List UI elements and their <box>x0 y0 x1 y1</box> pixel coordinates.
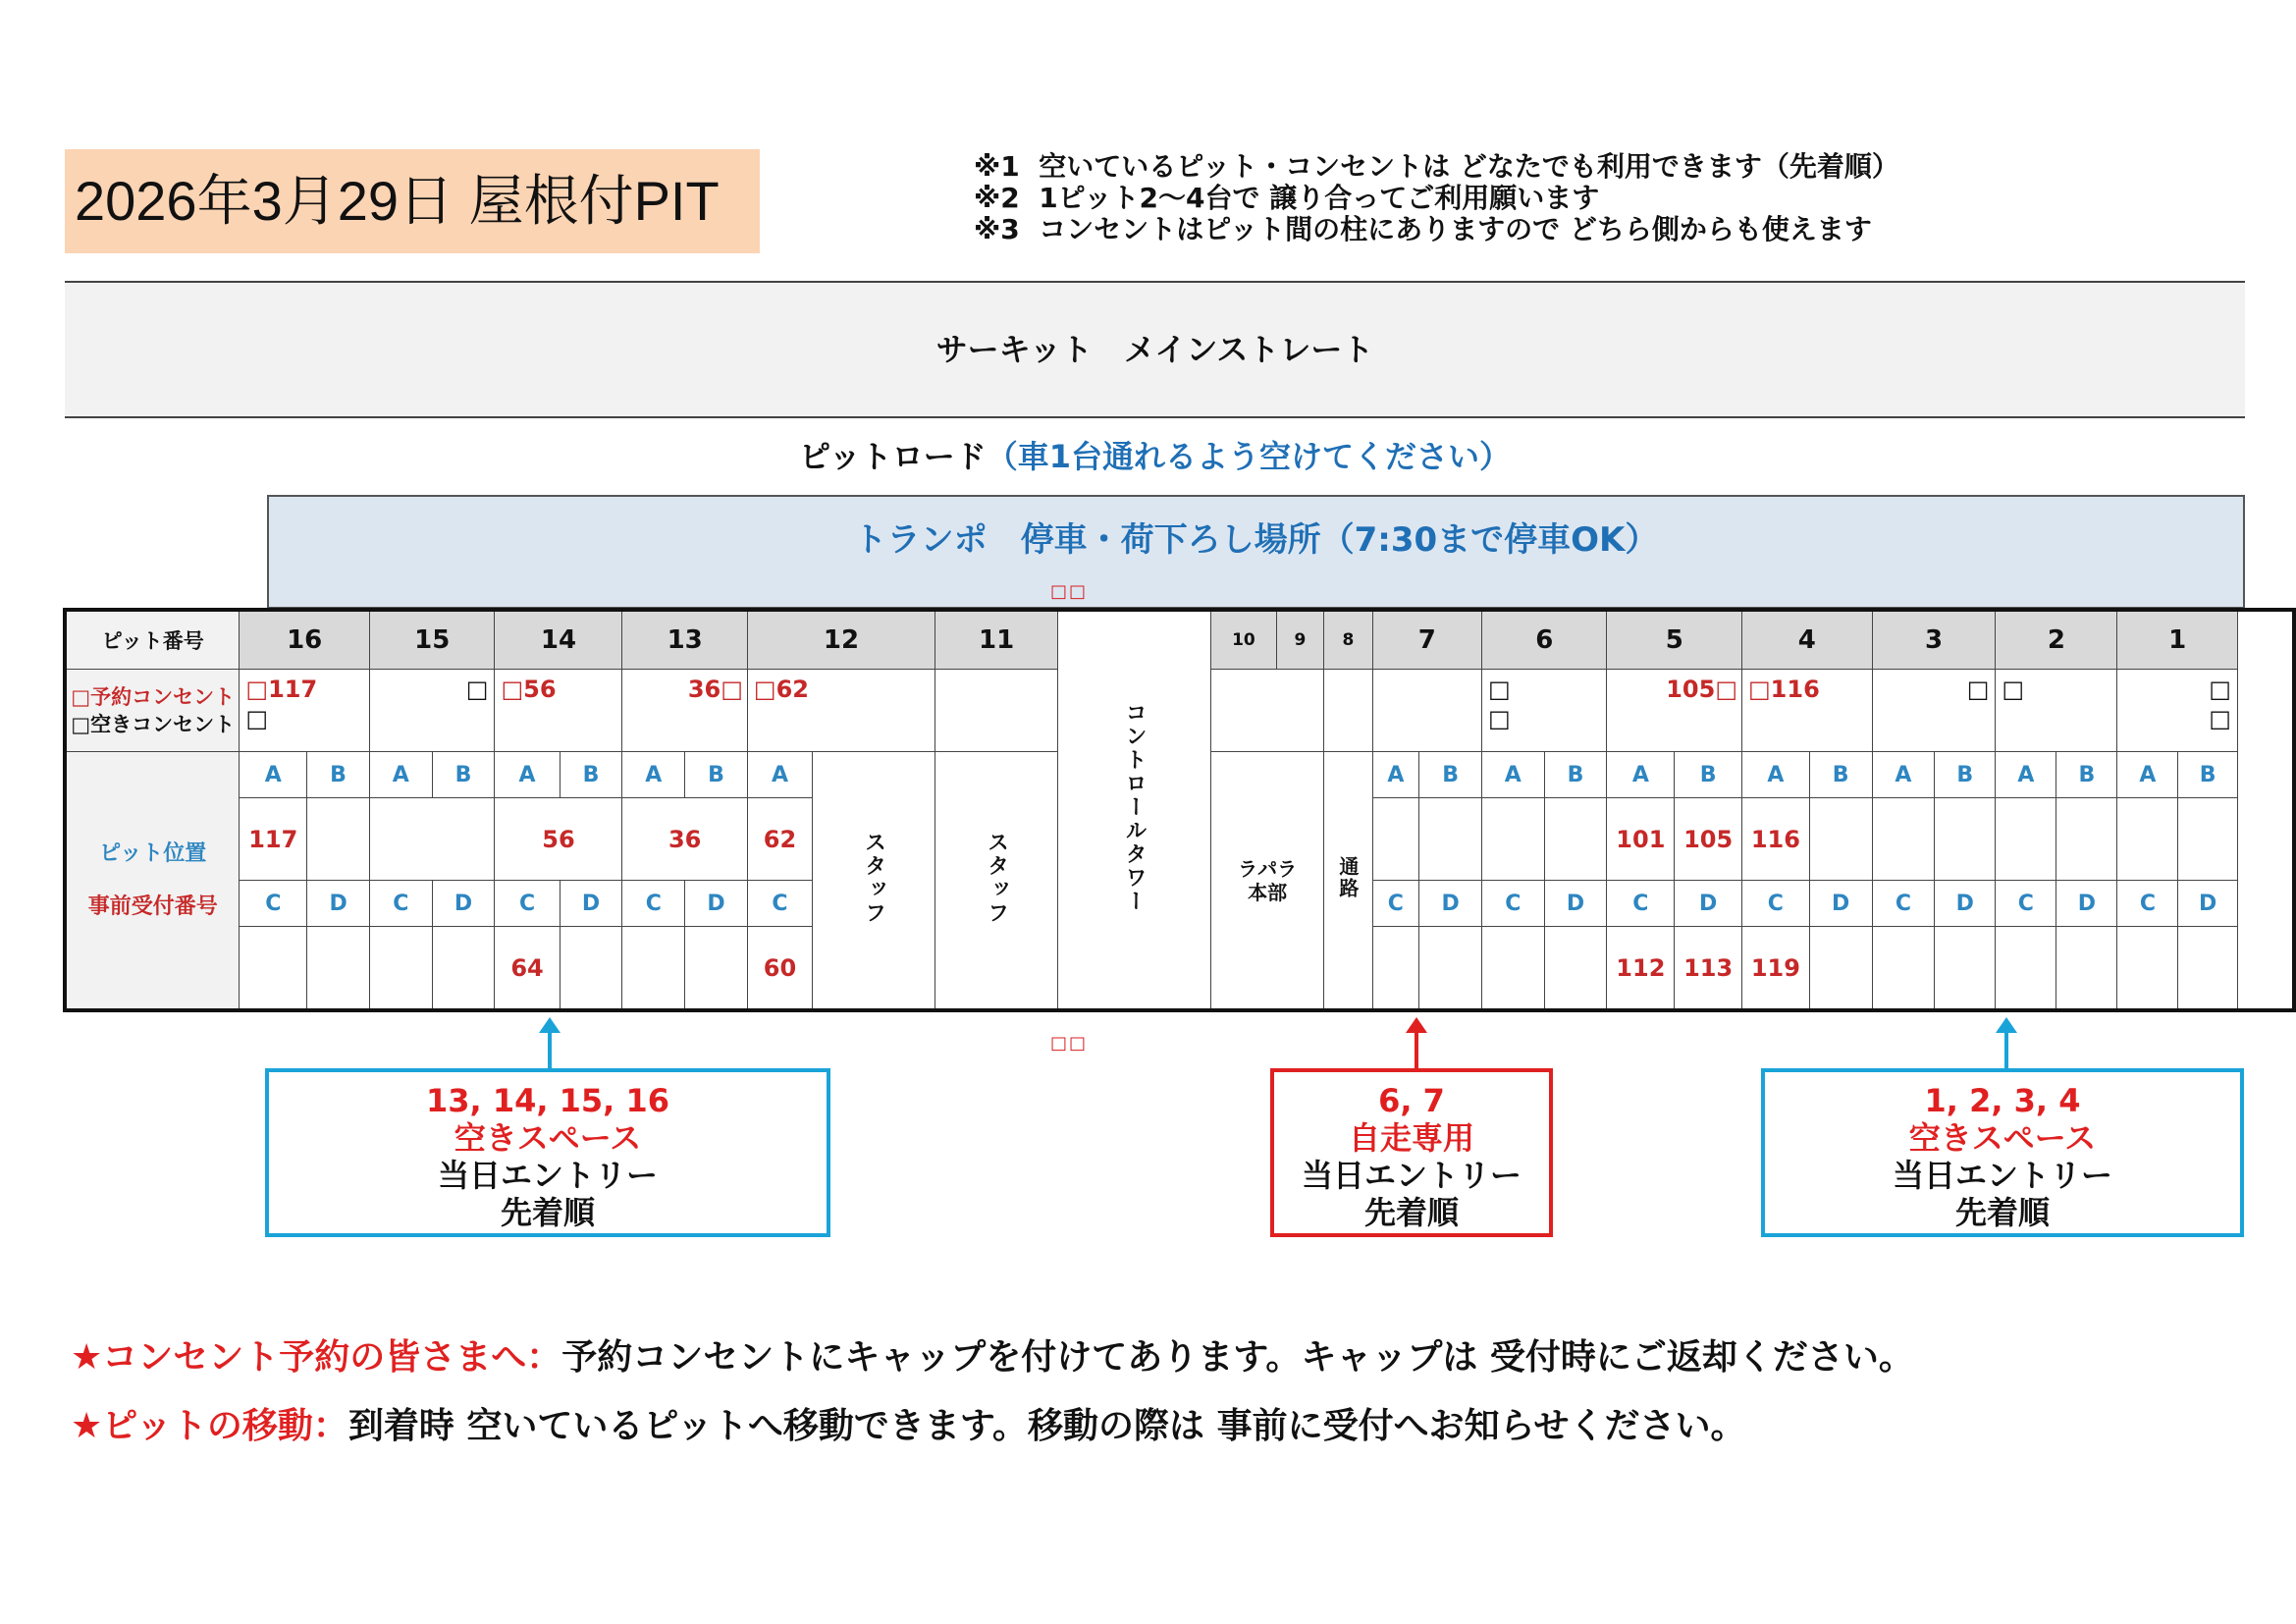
pit-2: 2 <box>1996 610 2117 670</box>
info-box-13-16: 13, 14, 15, 16 空きスペース 当日エントリー 先着順 <box>265 1068 830 1237</box>
page-title: 2026年3月29日 屋根付PIT <box>65 149 760 253</box>
outlets-13: 36□ <box>687 676 743 703</box>
arrow-up-icon <box>548 1021 552 1070</box>
footer-move-note: ★ピットの移動：到着時 空いているピットへ移動できます。移動の際は 事前に受付へお知らせください。 <box>71 1406 1746 1446</box>
pit-8: 8 <box>1324 610 1372 670</box>
outlets-14: □56 <box>501 676 557 703</box>
slot-12A: 62 <box>747 798 812 881</box>
pit-3: 3 <box>1872 610 1996 670</box>
arrow-up-icon <box>2004 1021 2008 1070</box>
pit-4: 4 <box>1742 610 1873 670</box>
outlets-16: □117 □ <box>245 676 318 732</box>
slot-5B: 105 <box>1675 798 1742 881</box>
outlets-11 <box>935 670 1058 752</box>
pit-5: 5 <box>1607 610 1742 670</box>
rapara-hq: ラパラ本部 <box>1211 752 1324 1011</box>
pit-15: 15 <box>369 610 494 670</box>
footer-outlet-note: ★コンセント予約の皆さまへ：予約コンセントにキャップを付けてあります。キャップは 受付時にご返却ください。 <box>71 1337 1914 1378</box>
control-tower: コントロールタワー <box>1058 610 1211 1010</box>
outlets-15: □ <box>465 676 489 703</box>
slot-4A: 116 <box>1742 798 1810 881</box>
staff-12: スタッフ <box>813 752 935 1011</box>
pit-road-main: ピットロード <box>798 438 987 475</box>
info-box-6-7: 6, 7 自走専用 当日エントリー 先着順 <box>1270 1068 1553 1237</box>
outlets-12: □62 <box>753 676 809 703</box>
outlet-marks-bottom: □□ <box>1050 1033 1089 1054</box>
slot-14C: 64 <box>495 927 560 1011</box>
pit-number-label: ピット番号 <box>65 610 240 670</box>
outlets-8 <box>1324 670 1372 752</box>
slot-4C: 119 <box>1742 927 1810 1011</box>
transport-label: トランポ 停車・荷下ろし場所（7:30まで停車OK） <box>853 520 1659 560</box>
note-2: ※2 1ピット2～4台で 譲り合ってご利用願います <box>974 182 1600 214</box>
pit-16: 16 <box>240 610 370 670</box>
position-label-cell <box>65 752 240 1011</box>
reception-label: 事前受付番号 <box>87 893 218 919</box>
pit-1: 1 <box>2117 610 2237 670</box>
position-label: ピット位置 <box>99 840 207 866</box>
outlets-3: □ <box>1966 676 1990 703</box>
notes <box>974 151 1899 245</box>
slot-5D: 113 <box>1675 927 1742 1011</box>
pit-6: 6 <box>1482 610 1607 670</box>
slot-15AB <box>369 798 494 881</box>
outlets-2: □ <box>2002 676 2025 703</box>
outlet-marks-top: □□ <box>1050 581 1089 602</box>
note-3: ※3 コンセントはピット間の柱にありますので どちら側からも使えます <box>974 213 1872 245</box>
slot-16A: 117 <box>240 798 307 881</box>
outlets-6: □ □ <box>1488 676 1511 732</box>
outlets-1: □ □ <box>2209 676 2231 732</box>
slot-14AB: 56 <box>495 798 622 881</box>
outlets-10-9 <box>1211 670 1324 752</box>
slot-5C: 112 <box>1607 927 1675 1011</box>
outlets-7 <box>1372 670 1481 752</box>
pit-10: 10 <box>1211 610 1277 670</box>
pit-12: 12 <box>747 610 934 670</box>
pit-road-label <box>65 432 2245 477</box>
slot-12C: 60 <box>747 927 812 1011</box>
slot-13AB: 36 <box>622 798 747 881</box>
pit-7: 7 <box>1372 610 1481 670</box>
pit-9: 9 <box>1276 610 1323 670</box>
pit-14: 14 <box>495 610 622 670</box>
pit-11: 11 <box>935 610 1058 670</box>
passage: 通路 <box>1324 752 1372 1011</box>
staff-11: スタッフ <box>935 752 1058 1011</box>
slot-5A: 101 <box>1607 798 1675 881</box>
pit-grid: ピット番号 16 15 14 13 12 11 コントロールタワー 10 9 8 7 6 5 4 3 2 1 □予約コンセント □空きコンセント □117 □ □ □56 36□ □62 □ □ 105□ □116 □ □ □ □ ピット位置 事前受付番号 A B A B A B A B A スタッフ スタッフ ラパラ本部 通路 A B A B A B A B A B A B A B 117 56 36 62 101 105 116 C D C D C D C D C C D C D C D C D C D C D C D 64 60 112 113 119 <box>63 608 2296 1012</box>
transport-area <box>267 495 2245 609</box>
pit-road-note: （車1台通れるよう空けてください） <box>986 438 1511 475</box>
arrow-up-icon <box>1415 1021 1418 1070</box>
info-box-1-4: 1, 2, 3, 4 空きスペース 当日エントリー 先着順 <box>1761 1068 2244 1237</box>
legend-reserved: □予約コンセント <box>71 684 236 709</box>
note-1: ※1 空いているピット・コンセントは どなたでも利用できます（先着順） <box>974 150 1899 183</box>
outlets-4: □116 <box>1748 676 1820 703</box>
legend-free: □空きコンセント <box>71 712 236 736</box>
outlet-legend <box>65 670 240 752</box>
outlets-5: 105□ <box>1666 676 1737 703</box>
main-straight-band: サーキット メインストレート <box>65 281 2245 418</box>
pit-13: 13 <box>622 610 747 670</box>
